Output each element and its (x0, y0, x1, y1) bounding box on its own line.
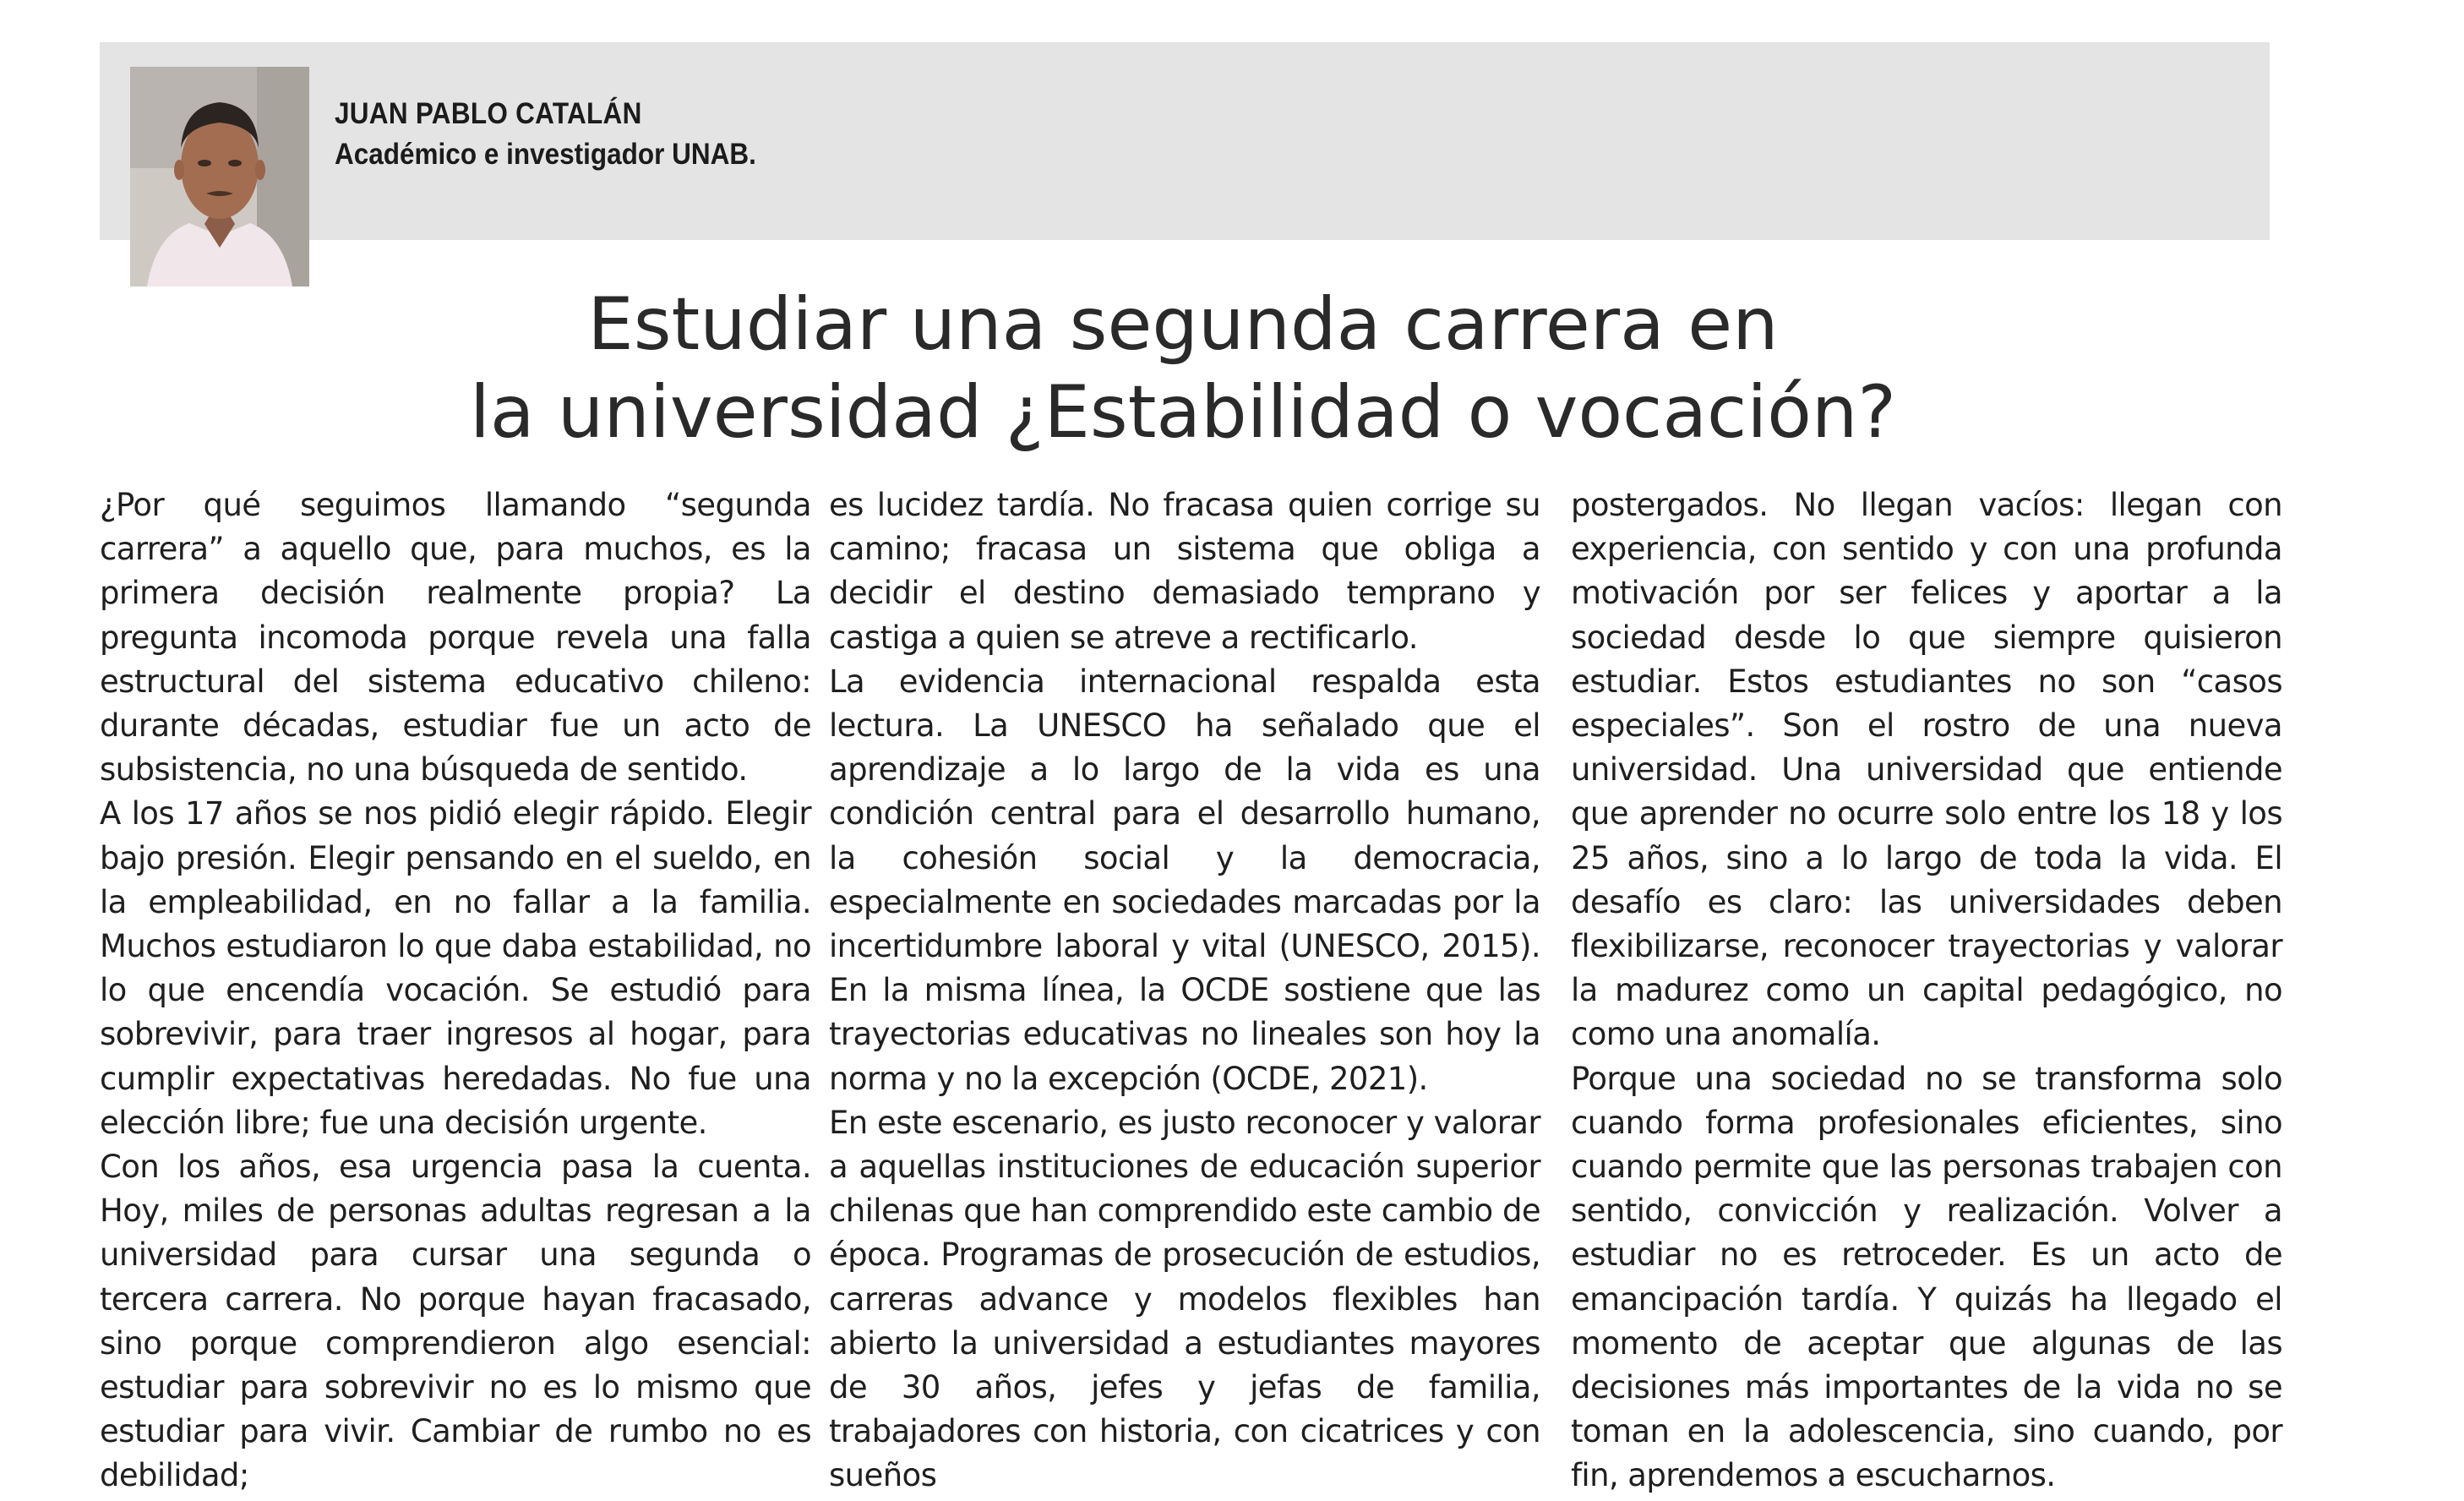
paragraph: Porque una sociedad no se transforma solo cuando forma profesionales eficientes, sino cuando permite que las personas trabajen con sentido, convicción y realización. Volver a estudiar no es retroceder. Es un acto de emancipación tardía. Y quizás ha llegado el momento de aceptar que algunas de las decisiones más importantes de la vida no se toman en la adolescencia, sino cuando, por fin, aprendemos a escucharnos. (1571, 1060, 2282, 1494)
author-portrait-image (130, 67, 309, 287)
article-column-3 (1571, 483, 2282, 1494)
paragraph: A los 17 años se nos pidió elegir rápido. Elegir bajo presión. Elegir pensando en el sueldo, en la empleabilidad, en no fallar a la familia. Muchos estudiaron lo que daba estabilidad, no lo que encendía vocación. Se estudió para sobrevivir, para traer ingresos al hogar, para cumplir expectativas heredadas. No fue una elección libre; fue una decisión urgente. (100, 795, 811, 1141)
paragraph: ¿Por qué seguimos llamando “segunda carrera” a aquello que, para muchos, es la primera decisión realmente propia? La pregunta incomoda porque revela una falla estructural del sistema educativo chileno: durante décadas, estudiar fue un acto de subsistencia, no una búsqueda de sentido. (100, 487, 811, 789)
headline (0, 281, 2366, 456)
paragraph: La evidencia internacional respalda esta lectura. La UNESCO ha señalado que el aprendizaje a lo largo de la vida es una condición central para el desarrollo humano, la cohesión social y la democracia, especialmente en sociedades marcadas por la incertidumbre laboral y vital (UNESCO, 2015). En la misma línea, la OCDE sostiene que las trayectorias educativas no lineales son hoy la norma y no la excepción (OCDE, 2021). (829, 663, 1540, 1097)
author-role: Académico e investigador UNAB. (335, 138, 756, 171)
paragraph: En este escenario, es justo reconocer y valorar a aquellas instituciones de educación superior chilenas que han comprendido este cambio de época. Programas de prosecución de estudios, carreras advance y modelos flexibles han abierto la universidad a estudiantes mayores de 30 años, jefes y jefas de familia, trabajadores con historia, con cicatrices y con sueños (829, 1104, 1540, 1494)
paragraph: Con los años, esa urgencia pasa la cuenta. Hoy, miles de personas adultas regresan a la universidad para cursar una segunda o tercera carrera. No porque hayan fracasado, sino porque comprendieron algo esencial: estudiar para sobrevivir no es lo mismo que estudiar para vivir. Cambiar de rumbo no es debilidad; (100, 1149, 811, 1494)
article-column-2 (829, 483, 1540, 1494)
article-column-1 (100, 483, 811, 1494)
headline-line-1: Estudiar una segunda carrera en (587, 282, 1779, 367)
author-name: JUAN PABLO CATALÁN (335, 97, 642, 130)
author-photo (130, 67, 309, 287)
paragraph: es lucidez tardía. No fracasa quien corrige su camino; fracasa un sistema que obliga a decidir el destino demasiado temprano y castiga a quien se atreve a rectificarlo. (829, 487, 1540, 656)
headline-line-2: la universidad ¿Estabilidad o vocación? (469, 370, 1896, 455)
paragraph: postergados. No llegan vacíos: llegan con experiencia, con sentido y con una profunda motivación por ser felices y aportar a la sociedad desde lo que siempre quisieron estudiar. Estos estudiantes no son “casos especiales”. Son el rostro de una nueva universidad. Una universidad que entiende que aprender no ocurre solo entre los 18 y los 25 años, sino a lo largo de toda la vida. El desafío es claro: las universidades deben flexibilizarse, reconocer trayectorias y valorar la madurez como un capital pedagógico, no como una anomalía. (1571, 487, 2282, 1053)
